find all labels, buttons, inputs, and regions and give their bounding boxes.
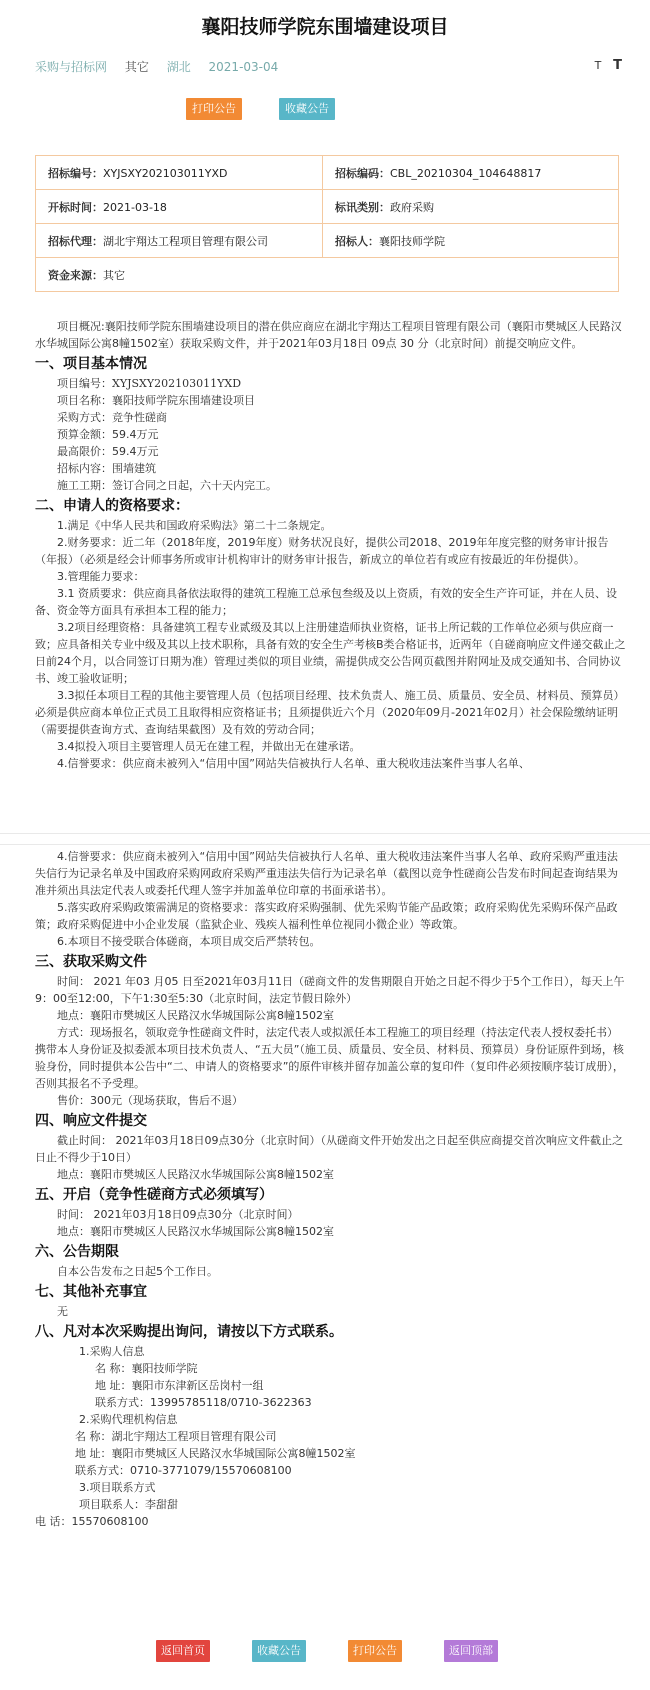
s1-item: 招标内容：围墙建筑 <box>57 462 156 475</box>
type-cell <box>323 190 619 224</box>
section-2-title: 二、申请人的资格要求： <box>35 498 189 514</box>
s1-item: 最高限价：59.4万元 <box>57 445 159 458</box>
contact-line: 名 称：湖北宇翔达工程项目管理有限公司 <box>75 1430 277 1443</box>
contact-line: 联系方式：0710-3771079/15570608100 <box>75 1464 292 1477</box>
type-value: 政府采购 <box>390 200 434 214</box>
s1-item: 施工工期：签订合同之日起，六十天内完工。 <box>57 479 277 492</box>
section-3-title: 三、获取采购文件 <box>35 954 147 970</box>
contact-line: 电 话：15570608100 <box>35 1515 149 1528</box>
contact-line: 联系方式：13995785118/0710-3622363 <box>95 1396 312 1409</box>
bid-no-value: XYJSXY202103011YXD <box>103 166 228 180</box>
fund-value: 其它 <box>103 268 125 282</box>
s2-paragraph: 3.1 资质要求：供应商具备依法取得的建筑工程施工总承包叁级及以上资质，有效的安全生产许可证，并在人员、设备、资金等方面具有承担本工程的能力； <box>35 587 617 617</box>
s1-item: 项目编号：XYJSXY202103011YXD <box>57 377 242 390</box>
contact-line: 2.采购代理机构信息 <box>79 1413 178 1426</box>
s4-paragraph: 地点：襄阳市樊城区人民路汉水华城国际公寓8幢1502室 <box>57 1168 334 1181</box>
s5-paragraph: 时间： 2021年03月18日09点30分（北京时间） <box>57 1208 299 1221</box>
contact-line: 项目联系人：李甜甜 <box>79 1498 178 1511</box>
section-4-title: 四、响应文件提交 <box>35 1113 147 1129</box>
open-time-cell <box>36 190 323 224</box>
section-1-title: 一、项目基本情况 <box>35 356 147 372</box>
tenderer-cell <box>323 224 619 258</box>
section-7-title: 七、其他补充事宜 <box>35 1284 147 1300</box>
agent-value: 湖北宇翔达工程项目管理有限公司 <box>103 234 268 248</box>
s3-paragraph: 时间： 2021 年03 月05 日至2021年03月11日（磋商文件的发售期限自开始之日起不得少于5个工作日），每天上午9：00至12:00，下午1:30至5:30（北京时间，法定节假日除外） <box>35 975 625 1005</box>
s3-paragraph: 方式：现场报名，领取竞争性磋商文件时，法定代表人或拟派任本工程施工的项目经理（持法定代表人授权委托书）携带本人身份证及拟委派本项目技术负责人、“五大员”（施工员、质量员、安全员、材料员、预算员）身份证原件到场，核验身份，同时提供本公告中“二、申请人的资格要求”的原件审核并留存加盖公章的复印件（复印件必须按顺序装订成册），否则其报名不予受理。 <box>35 1026 624 1090</box>
page-title: 襄阳技师学院东围墙建设项目 <box>201 16 449 38</box>
category-label: 其它 <box>124 60 149 74</box>
agent-label: 招标代理： <box>48 234 103 248</box>
s2-paragraph: 4.信誉要求：供应商未被列入“信用中国”网站失信被执行人名单、重大税收违法案件当事人名单、政府采购严重违法失信行为记录名单及中国政府采购网政府采购严重违法失信行为记录名单（截图以竞争性磋商公告发布时间起查询结果为准并须出具法定代表人或委托代理人签字并加盖单位印章的书面承诺书）。 <box>35 850 618 897</box>
section-5-title: 五、开启（竞争性磋商方式必须填写） <box>35 1187 273 1203</box>
section-6-title: 六、公告期限 <box>35 1244 119 1260</box>
s2-paragraph: 2.财务要求：近二年（2018年度，2019年度）财务状况良好，提供公司2018、2019年年度完整的财务审计报告（年报）（必须是经会计师事务所或审计机构审计的财务审计报告，新成立的单位若有或应有按最近的年份提供）。 <box>35 536 609 566</box>
font-large-button[interactable]: T <box>613 58 622 73</box>
s2-paragraph: 5.落实政府采购政策需满足的资格要求：落实政府采购强制、优先采购节能产品政策；政府采购优先采购环保产品政策；政府采购促进中小企业发展（监狱企业、残疾人福利性单位视同小微企业）等政策。 <box>35 901 618 931</box>
bid-no-cell <box>36 156 323 190</box>
contact-line: 名 称：襄阳技师学院 <box>95 1362 198 1375</box>
article-meta <box>35 58 292 75</box>
s2-paragraph: 3.4拟投入项目主要管理人员无在建工程，并做出无在建承诺。 <box>57 740 361 753</box>
section-8-title: 八、凡对本次采购提出询问，请按以下方式联系。 <box>35 1324 343 1340</box>
page-break-divider <box>0 833 650 845</box>
type-label: 标讯类别： <box>335 200 390 214</box>
s3-paragraph: 地点：襄阳市樊城区人民路汉水华城国际公寓8幢1502室 <box>57 1009 334 1022</box>
footer-favorite-button[interactable]: 收藏公告 <box>252 1640 306 1662</box>
contact-line: 1.采购人信息 <box>79 1345 145 1358</box>
s2-paragraph: 6.本项目不接受联合体磋商，本项目成交后严禁转包。 <box>57 935 321 948</box>
footer-print-button[interactable]: 打印公告 <box>348 1640 402 1662</box>
s6-paragraph: 自本公告发布之日起5个工作日。 <box>57 1265 218 1278</box>
s1-item: 预算金额：59.4万元 <box>57 428 159 441</box>
contact-line: 地 址：襄阳市樊城区人民路汉水华城国际公寓8幢1502室 <box>75 1447 356 1460</box>
back-to-top-button[interactable]: 返回顶部 <box>444 1640 498 1662</box>
font-small-button[interactable]: T <box>594 59 602 72</box>
s1-item: 采购方式：竞争性磋商 <box>57 411 167 424</box>
bid-info-table <box>35 155 619 292</box>
s2-paragraph: 3.管理能力要求： <box>57 570 145 583</box>
source-link[interactable]: 采购与招标网 <box>35 60 108 74</box>
region-link[interactable]: 湖北 <box>166 60 191 74</box>
announcement-body-part2 <box>35 848 627 1530</box>
open-time-label: 开标时间： <box>48 200 103 214</box>
s1-item: 项目名称：襄阳技师学院东围墙建设项目 <box>57 394 255 407</box>
s4-paragraph: 截止时间： 2021年03月18日09点30分（北京时间）（从磋商文件开始发出之日起至供应商提交首次响应文件截止之日止不得少于10日） <box>35 1134 623 1164</box>
s2-paragraph: 1.满足《中华人民共和国政府采购法》第二十二条规定。 <box>57 519 332 532</box>
font-size-switch <box>587 58 622 73</box>
overview-paragraph: 项目概况:襄阳技师学院东围墙建设项目的潜在供应商应在湖北宇翔达工程项目管理有限公司（襄阳市樊城区人民路汉水华城国际公寓8幢1502室）获取采购文件，并于2021年03月18日 09点 30 分（北京时间）前提交响应文件。 <box>35 320 622 350</box>
bid-code-cell <box>323 156 619 190</box>
fund-label: 资金来源： <box>48 268 103 282</box>
s5-paragraph: 地点：襄阳市樊城区人民路汉水华城国际公寓8幢1502室 <box>57 1225 334 1238</box>
tenderer-value: 襄阳技师学院 <box>379 234 445 248</box>
bid-code-label: 招标编码： <box>335 166 390 180</box>
agent-cell <box>36 224 323 258</box>
contact-line: 3.项目联系方式 <box>79 1481 156 1494</box>
back-home-button[interactable]: 返回首页 <box>156 1640 210 1662</box>
s3-paragraph: 售价：300元（现场获取，售后不退） <box>57 1094 243 1107</box>
publish-date: 2021-03-04 <box>208 60 279 74</box>
open-time-value: 2021-03-18 <box>103 200 167 214</box>
favorite-button[interactable]: 收藏公告 <box>279 98 335 120</box>
contact-line: 地 址：襄阳市东津新区岳岗村一组 <box>95 1379 264 1392</box>
s2-paragraph-cut: 4.信誉要求：供应商未被列入“信用中国”网站失信被执行人名单、重大税收违法案件当事人名单、 <box>57 757 530 770</box>
bid-no-label: 招标编号： <box>48 166 103 180</box>
s2-paragraph: 3.2项目经理资格：具备建筑工程专业贰级及其以上注册建造师执业资格，证书上所记载的工作单位必须与供应商一致；应具备相关专业中级及其以上技术职称，具备有效的安全生产考核B类合格证书，近两年（自磋商响应文件递交截止之日前24个月，以合同签订日期为准）管理过类似的项目业绩，需提供成交公告网页截图并附网址及成交通知书、合同协议书、竣工验收证明； <box>35 621 626 685</box>
announcement-body-part1 <box>35 318 627 772</box>
s2-paragraph: 3.3拟任本项目工程的其他主要管理人员（包括项目经理、技术负责人、施工员、质量员、安全员、材料员、预算员）必须是供应商本单位正式员工且取得相应资格证书；且须提供近六个月（2020年09月-2021年02月）社会保险缴纳证明（需要提供查询方式、查询结果截图）及有效的劳动合同； <box>35 689 625 736</box>
print-button[interactable]: 打印公告 <box>186 98 242 120</box>
tenderer-label: 招标人： <box>335 234 379 248</box>
bid-code-value: CBL_20210304_104648817 <box>390 166 542 180</box>
s7-paragraph: 无 <box>57 1305 68 1318</box>
fund-cell <box>36 258 619 292</box>
